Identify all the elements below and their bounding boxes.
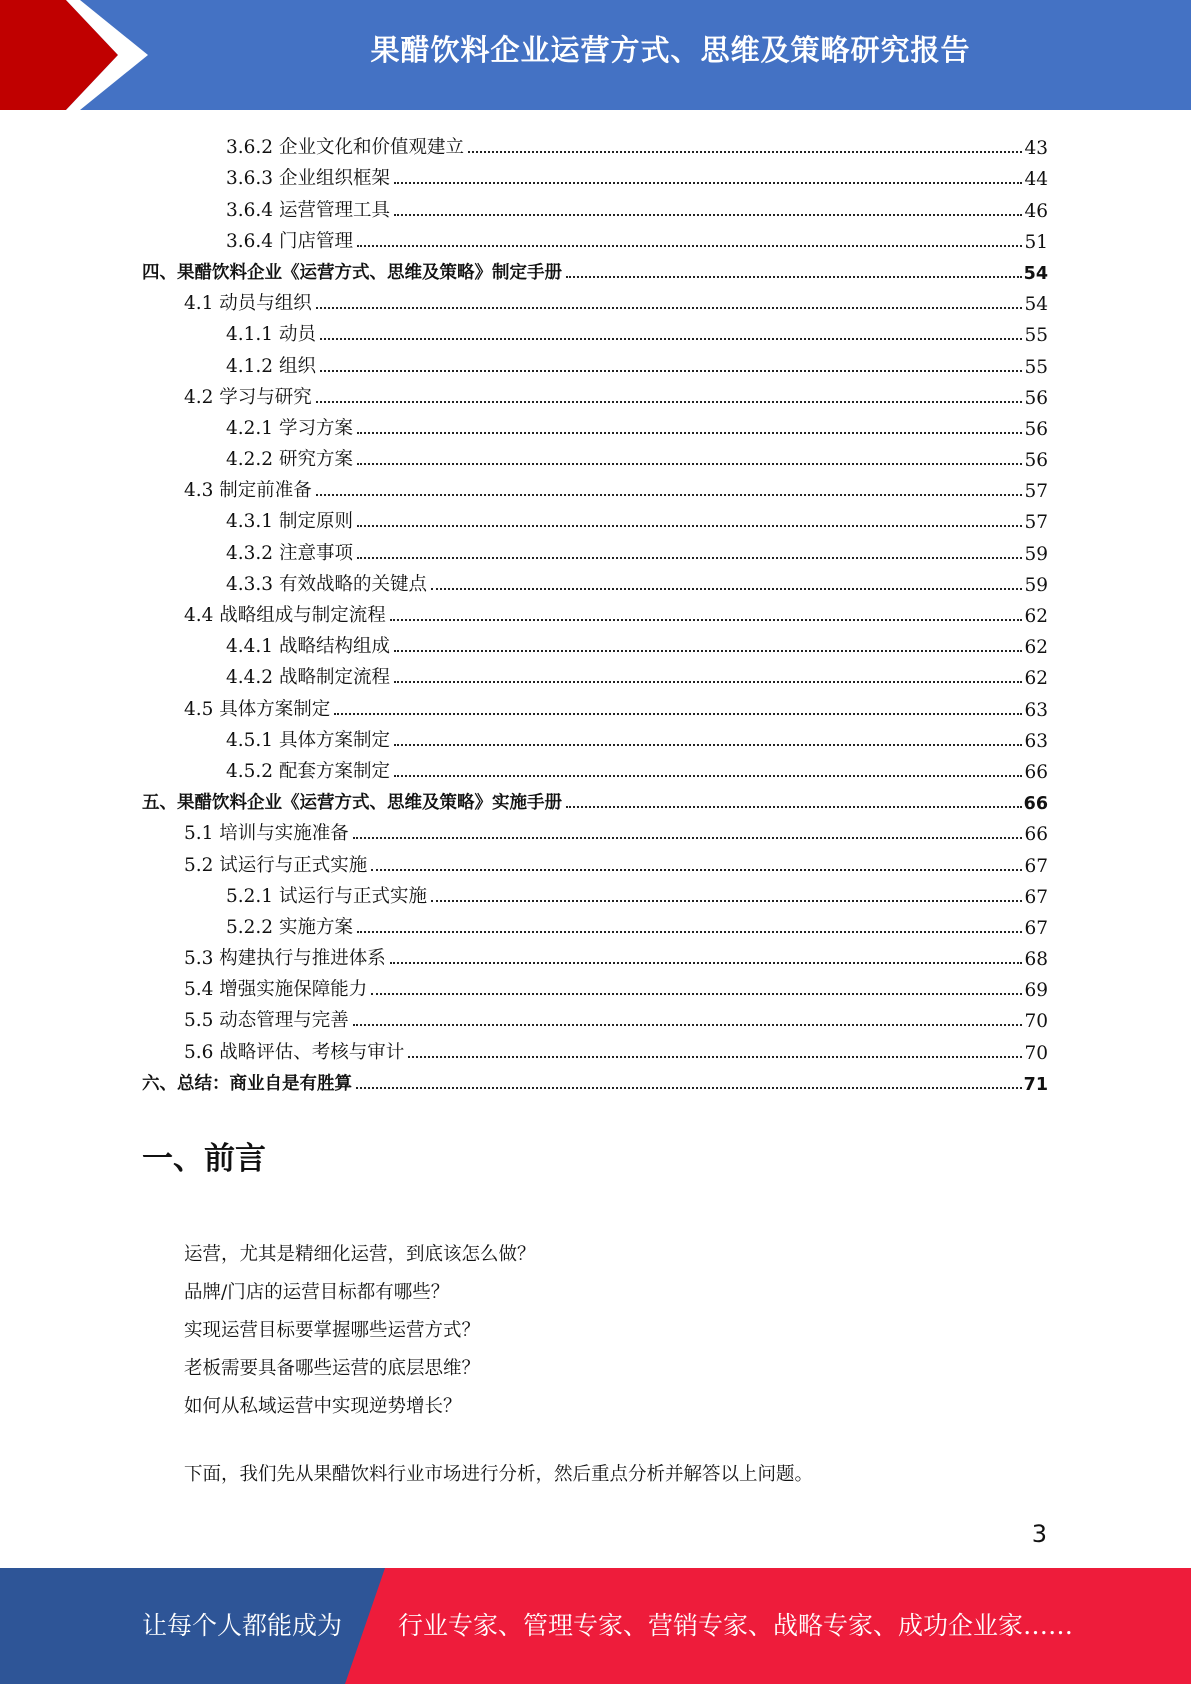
toc-entry-label: 4.5 具体方案制定 [184,695,334,721]
toc-entry[interactable] [142,908,1048,939]
toc-entry-label: 4.2 学习与研究 [184,383,316,409]
footer-slogan-right: 行业专家、管理专家、营销专家、战略专家、成功企业家…… [398,1611,1074,1640]
toc-leader-dots [320,370,1023,372]
toc-leader-dots [468,151,1022,153]
toc-entry-page: 56 [1024,450,1048,472]
toc-entry[interactable] [142,409,1048,440]
toc-leader-dots [390,619,1023,621]
toc-entry[interactable] [142,533,1048,564]
toc-entry-page: 56 [1024,387,1048,409]
question-item: 如何从私域运营中实现逆势增长？ [184,1396,462,1417]
toc-leader-dots [316,494,1023,496]
toc-leader-dots [408,1056,1022,1058]
toc-leader-dots [316,401,1023,403]
toc-entry-page: 67 [1024,855,1048,877]
toc-leader-dots [371,869,1022,871]
toc-entry[interactable] [142,1001,1048,1032]
toc-entry-page: 59 [1024,574,1048,596]
toc-entry-label: 5.2.1 试运行与正式实施 [226,882,431,908]
toc-entry[interactable] [142,845,1048,876]
toc-entry-label: 5.6 战略评估、考核与审计 [184,1038,408,1064]
header-arrow-decoration [0,0,150,110]
question-list [184,1236,536,1426]
toc-entry-page: 46 [1024,200,1048,222]
footer-slogan-left: 让每个人都能成为 [142,1611,343,1640]
question-item: 实现运营目标要掌握哪些运营方式？ [184,1320,481,1341]
toc-leader-dots [566,276,1022,278]
toc-leader-dots [320,338,1023,340]
toc-entry-label: 4.1.2 组织 [226,352,320,378]
toc-entry-page: 43 [1024,138,1048,160]
toc-leader-dots [394,775,1022,777]
toc-entry[interactable] [142,222,1048,253]
toc-entry-label: 4.2.1 学习方案 [226,414,357,440]
question-item: 老板需要具备哪些运营的底层思维？ [184,1358,481,1379]
toc-entry[interactable] [142,346,1048,377]
toc-entry-page: 62 [1024,668,1048,690]
toc-leader-dots [357,557,1023,559]
toc-entry-page: 70 [1024,1042,1048,1064]
toc-leader-dots [353,1024,1023,1026]
toc-entry-page: 54 [1024,294,1048,316]
toc-entry-page: 55 [1024,356,1048,378]
toc-leader-dots [394,182,1022,184]
toc-entry[interactable] [142,689,1048,720]
toc-leader-dots [357,463,1023,465]
toc-entry-page: 63 [1024,699,1048,721]
toc-entry-label: 4.3.1 制定原则 [226,507,357,533]
toc-entry-label: 五、果醋饮料企业《运营方式、思维及策略》实施手册 [142,789,566,814]
toc-leader-dots [371,993,1022,995]
toc-entry-page: 59 [1024,543,1048,565]
toc-leader-dots [390,962,1023,964]
toc-entry-label: 5.2.2 实施方案 [226,913,357,939]
toc-entry[interactable] [142,284,1048,315]
toc-entry[interactable] [142,471,1048,502]
toc-entry[interactable] [142,970,1048,1001]
toc-leader-dots [394,681,1022,683]
toc-entry-label: 4.1.1 动员 [226,320,320,346]
toc-entry-page: 66 [1024,761,1048,783]
toc-entry[interactable] [142,128,1048,159]
toc-entry-page: 56 [1024,418,1048,440]
toc-entry[interactable] [142,1064,1048,1095]
toc-entry-label: 3.6.2 企业文化和价值观建立 [226,133,468,159]
toc-entry[interactable] [142,627,1048,658]
toc-entry-page: 68 [1024,949,1048,971]
toc-entry-label: 5.4 增强实施保障能力 [184,975,371,1001]
toc-entry-label: 5.3 构建执行与推进体系 [184,944,390,970]
toc-entry[interactable] [142,502,1048,533]
section-conclusion: 下面，我们先从果醋饮料行业市场进行分析，然后重点分析并解答以上问题。 [184,1464,814,1485]
toc-leader-dots [566,806,1022,808]
toc-leader-dots [356,1087,1022,1089]
toc-entry-page: 51 [1024,231,1048,253]
toc-entry-page: 44 [1024,169,1048,191]
toc-entry-label: 四、果醋饮料企业《运营方式、思维及策略》制定手册 [142,259,566,284]
toc-entry[interactable] [142,315,1048,346]
toc-entry-label: 5.2 试运行与正式实施 [184,851,371,877]
toc-entry-page: 70 [1024,1011,1048,1033]
toc-entry-page: 55 [1024,325,1048,347]
toc-entry-page: 63 [1024,730,1048,752]
toc-entry[interactable] [142,253,1048,284]
toc-leader-dots [357,432,1023,434]
toc-entry-page: 69 [1024,980,1048,1002]
toc-entry-label: 4.5.1 具体方案制定 [226,726,394,752]
toc-leader-dots [334,713,1022,715]
toc-entry-label: 3.6.4 门店管理 [226,227,357,253]
toc-entry[interactable] [142,190,1048,221]
toc-leader-dots [394,214,1022,216]
toc-leader-dots [431,900,1022,902]
toc-entry[interactable] [142,783,1048,814]
toc-entry-page: 62 [1024,637,1048,659]
toc-leader-dots [353,837,1023,839]
toc-leader-dots [357,525,1023,527]
page-header [0,0,1191,110]
toc-entry[interactable] [142,877,1048,908]
toc-leader-dots [316,307,1023,309]
section-heading: 一、前言 [142,1141,266,1177]
toc-entry[interactable] [142,721,1048,752]
page-footer [0,1568,1191,1684]
toc-entry-page: 62 [1024,606,1048,627]
toc-entry-label: 4.3.2 注意事项 [226,539,357,565]
toc-entry-label: 六、总结：商业自是有胜算 [142,1070,356,1095]
toc-entry[interactable] [142,752,1048,783]
report-title: 果醋饮料企业运营方式、思维及策略研究报告 [370,33,971,67]
toc-entry-page: 71 [1023,1074,1048,1095]
toc-entry[interactable] [142,159,1048,190]
toc-entry-label: 4.5.2 配套方案制定 [226,757,394,783]
toc-leader-dots [357,245,1023,247]
page-number: 3 [1031,1520,1047,1548]
toc-entry[interactable] [142,814,1048,845]
toc-entry-label: 4.1 动员与组织 [184,289,316,315]
toc-entry-label: 5.5 动态管理与完善 [184,1006,353,1032]
toc-entry-label: 4.3.3 有效战略的关键点 [226,570,431,596]
toc-entry-label: 4.2.2 研究方案 [226,445,357,471]
toc-entry-page: 66 [1024,824,1048,846]
toc-entry-label: 3.6.4 运营管理工具 [226,196,394,222]
toc-entry-page: 57 [1024,512,1048,534]
toc-entry-page: 54 [1023,263,1048,284]
question-item: 品牌/门店的运营目标都有哪些？ [184,1282,450,1303]
toc-entry[interactable] [142,1032,1048,1063]
toc-entry-page: 67 [1024,917,1048,939]
table-of-contents [142,128,1048,1095]
toc-entry-label: 4.4.2 战略制定流程 [226,663,394,689]
toc-leader-dots [431,588,1022,590]
toc-entry[interactable] [142,939,1048,970]
toc-entry-label: 4.3 制定前准备 [184,476,316,502]
toc-leader-dots [394,744,1022,746]
toc-entry[interactable] [142,596,1048,627]
toc-entry-page: 66 [1023,794,1048,815]
toc-leader-dots [357,931,1023,933]
toc-entry-label: 5.1 培训与实施准备 [184,819,353,845]
toc-entry-label: 4.4 战略组成与制定流程 [184,601,390,627]
toc-entry[interactable] [142,378,1048,409]
toc-leader-dots [394,650,1022,652]
toc-entry-label: 4.4.1 战略结构组成 [226,632,394,658]
toc-entry-label: 3.6.3 企业组织框架 [226,164,394,190]
toc-entry[interactable] [142,565,1048,596]
toc-entry-page: 67 [1024,886,1048,908]
toc-entry-page: 57 [1024,481,1048,503]
question-item: 运营，尤其是精细化运营，到底该怎么做？ [184,1244,536,1265]
toc-entry[interactable] [142,440,1048,471]
toc-entry[interactable] [142,658,1048,689]
